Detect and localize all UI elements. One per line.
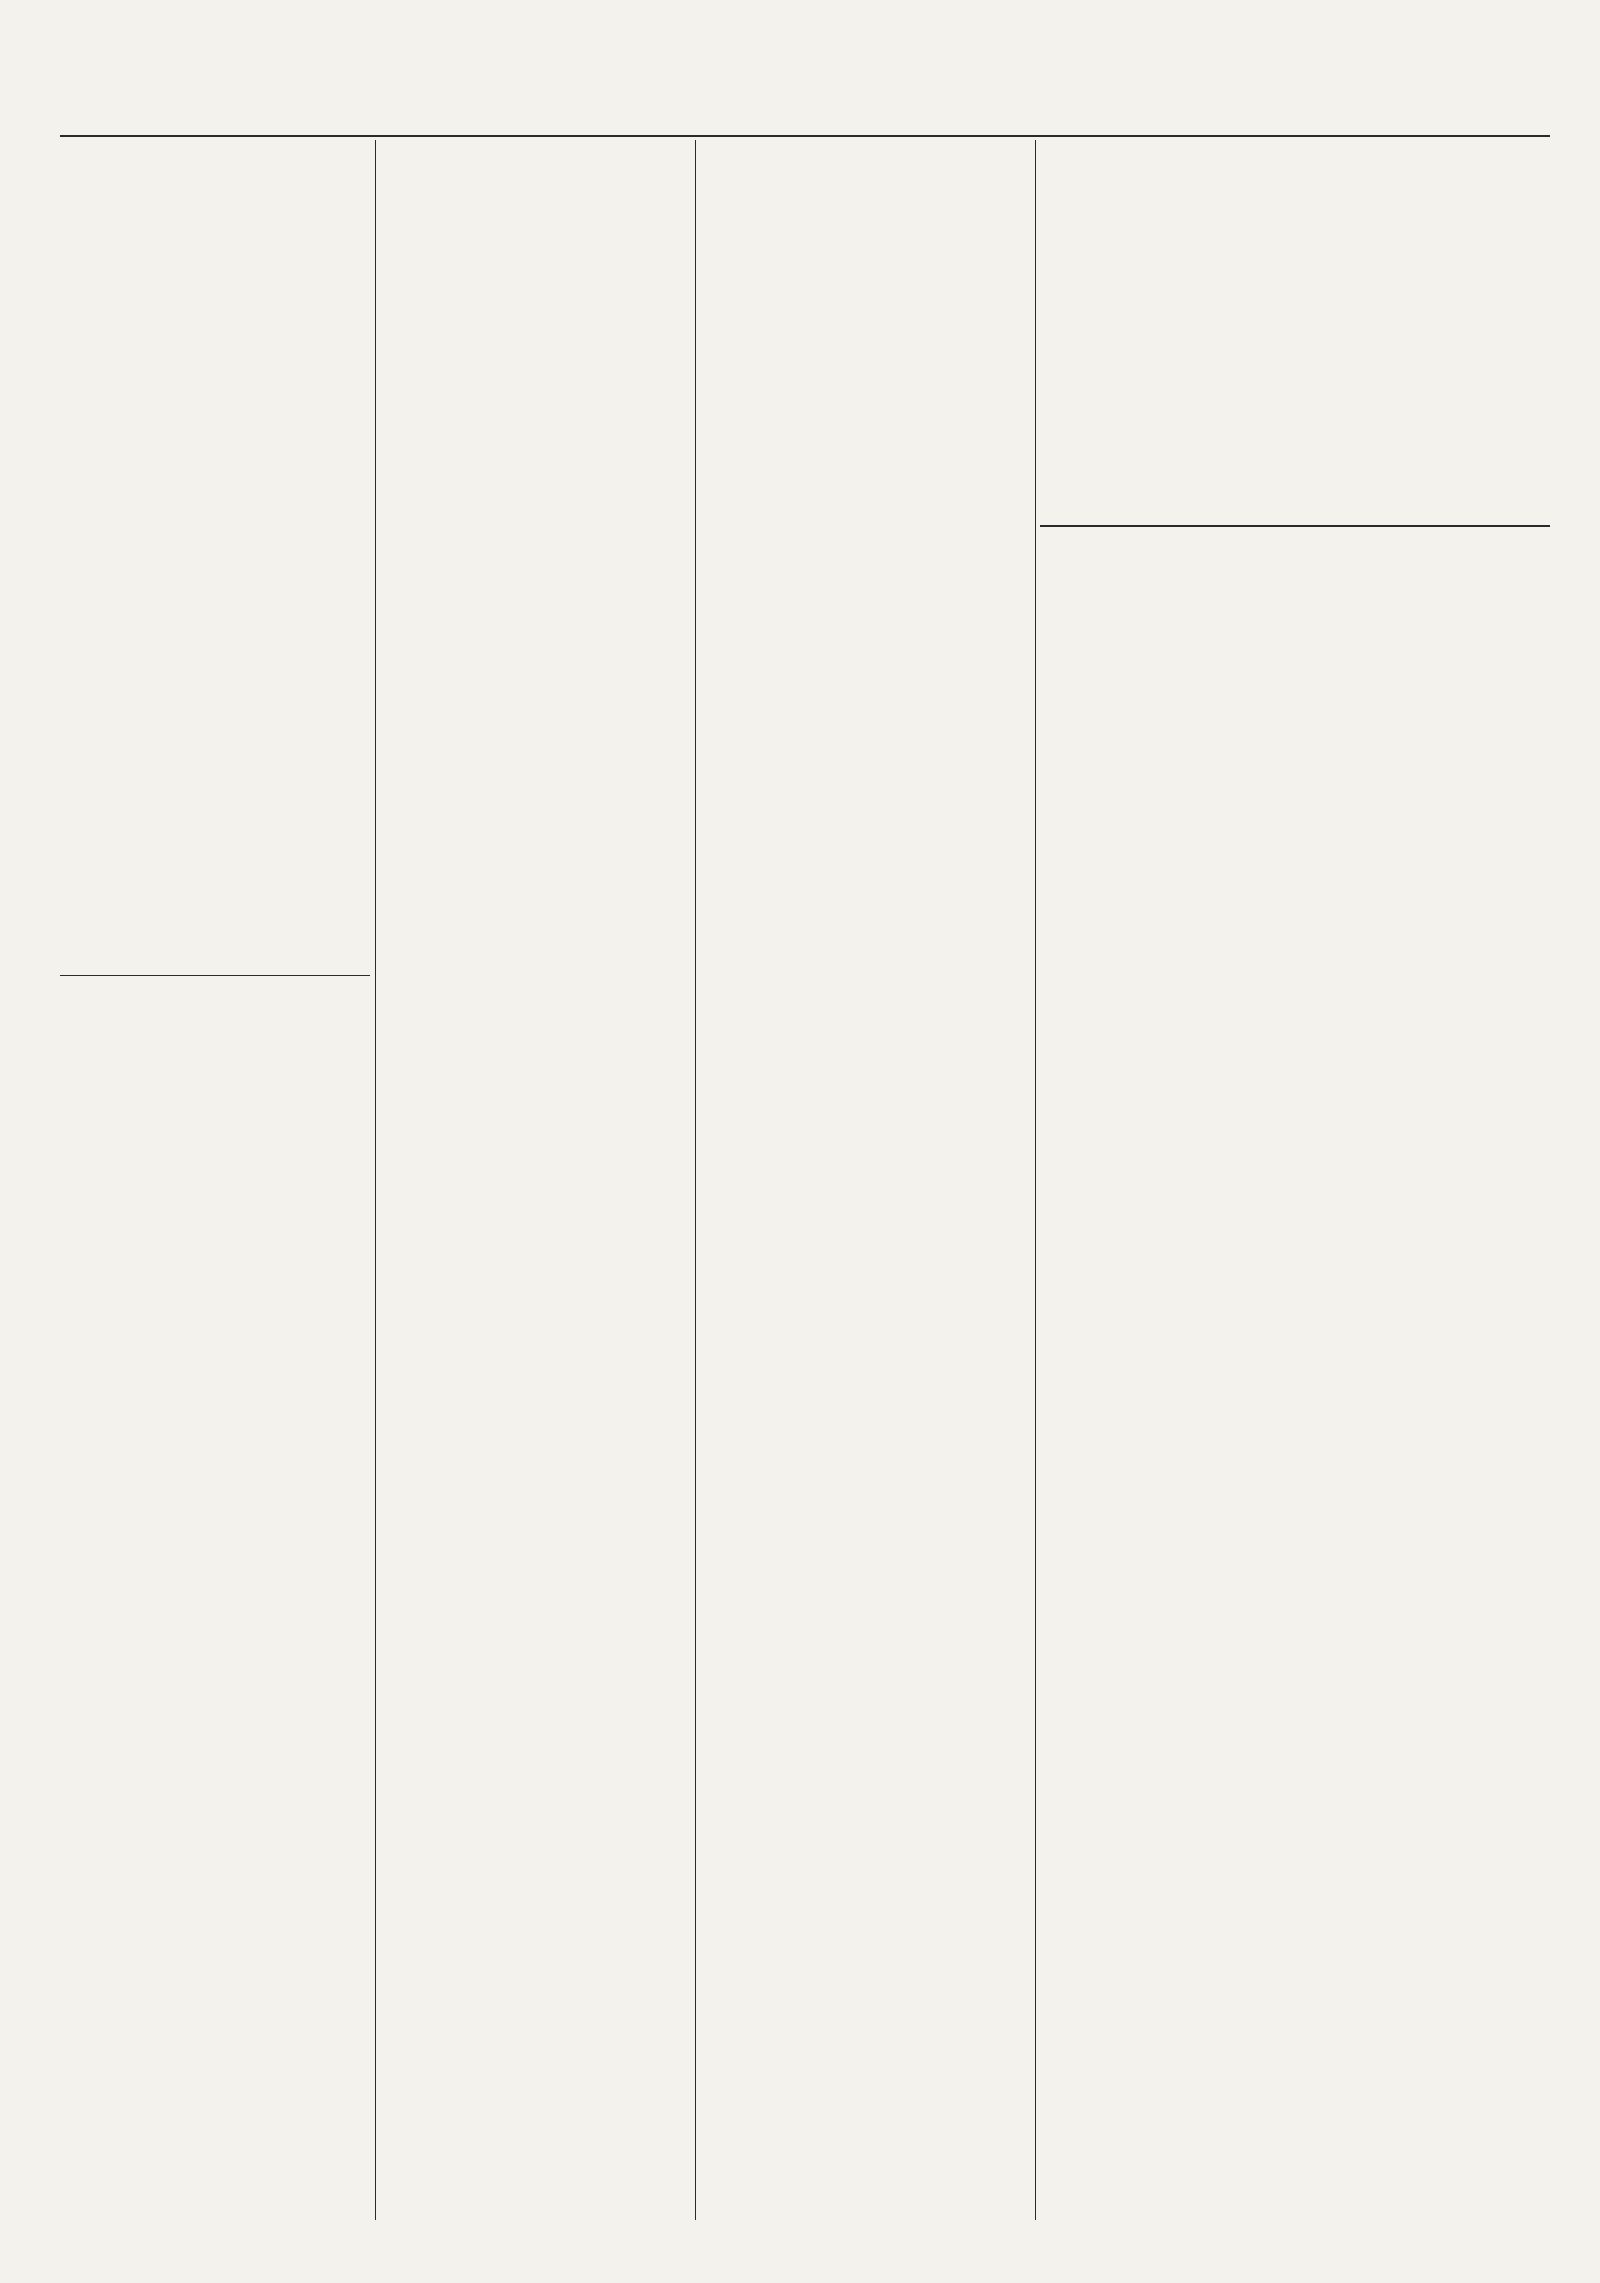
column-3-upper-block [700,140,1030,1240]
column-1-middle-block [60,980,370,1340]
masthead-rule [60,135,1550,137]
column-1-divider [60,975,370,976]
headline-rule [1040,525,1550,527]
headline-banner [1040,140,1550,520]
column-rule-3 [1035,140,1036,2220]
column-3-lower-block [700,1240,1030,2220]
column-1 [60,140,370,2220]
second-headline [1040,1370,1550,1450]
column-rule-1 [375,140,376,2220]
column-rule-2 [695,140,696,2220]
columns-4-6 [1040,140,1550,2220]
column-1-upper-block [60,140,370,970]
column-3 [700,140,1030,2220]
masthead [60,70,1550,130]
column-2 [380,140,690,2220]
middle-article-body [1040,1450,1550,1820]
third-headline [1040,1820,1550,1910]
column-2-upper-block [380,140,690,1240]
column-1-lower-block [60,1340,370,2220]
upper-article-body [1040,530,1550,1370]
column-2-lower-block [380,1240,690,2220]
lower-article-body [1040,1910,1550,2220]
